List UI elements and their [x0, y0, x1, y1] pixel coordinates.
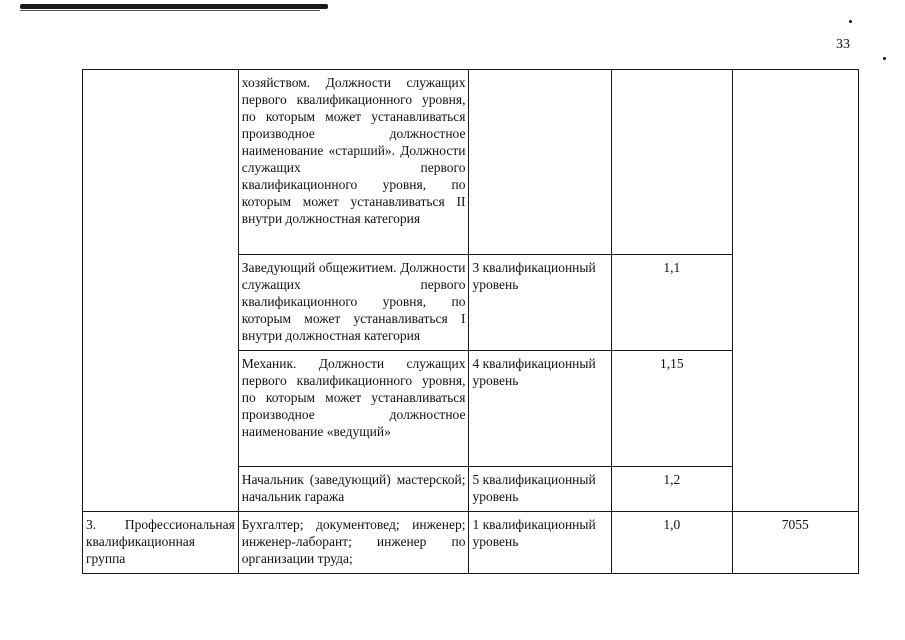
coefficient-cell: 1,2 [612, 467, 732, 512]
table-row [83, 512, 859, 574]
position-cell: Заведующий общежитием. Должности служащих первого квалификационного уровня, по которым может устанавливаться I внутри должностная категория [238, 255, 469, 351]
salary-cell: 7055 [732, 512, 859, 574]
position-cell: Механик. Должности служащих первого квалификационного уровня, по которым может устанавливаться производное должностное наименование «ведущий» [238, 351, 469, 467]
group-cell: 3. Профессиональная квалификационная группа [83, 512, 239, 574]
position-cell: Начальник (заведующий) мастерской; начальник гаража [238, 467, 469, 512]
coefficient-cell: 1,15 [612, 351, 732, 467]
level-cell [469, 70, 612, 255]
level-cell: 5 квалификационный уровень [469, 467, 612, 512]
position-cell: Бухгалтер; документовед; инженер; инженер-лаборант; инженер по организации труда; [238, 512, 469, 574]
coefficient-cell: 1,1 [612, 255, 732, 351]
qualification-table [82, 69, 859, 574]
group-cell [83, 70, 239, 512]
salary-cell [732, 70, 859, 512]
scan-speck [849, 20, 852, 23]
scan-artifact-line [20, 10, 320, 11]
table-row [83, 70, 859, 255]
position-cell: хозяйством. Должности служащих первого квалификационного уровня, по которым может устанавливаться производное должностное наименование «старший». Должности служащих первого квалификационного уровня, по которым может устанавливаться II внутри должностная категория [238, 70, 469, 255]
level-cell: 1 квалификационный уровень [469, 512, 612, 574]
scan-artifact-bar [20, 4, 328, 9]
coefficient-cell: 1,0 [612, 512, 732, 574]
level-cell: 4 квалификационный уровень [469, 351, 612, 467]
page-number: 33 [836, 37, 850, 52]
scan-speck [883, 57, 886, 60]
level-cell: 3 квалификационный уровень [469, 255, 612, 351]
coefficient-cell [612, 70, 732, 255]
